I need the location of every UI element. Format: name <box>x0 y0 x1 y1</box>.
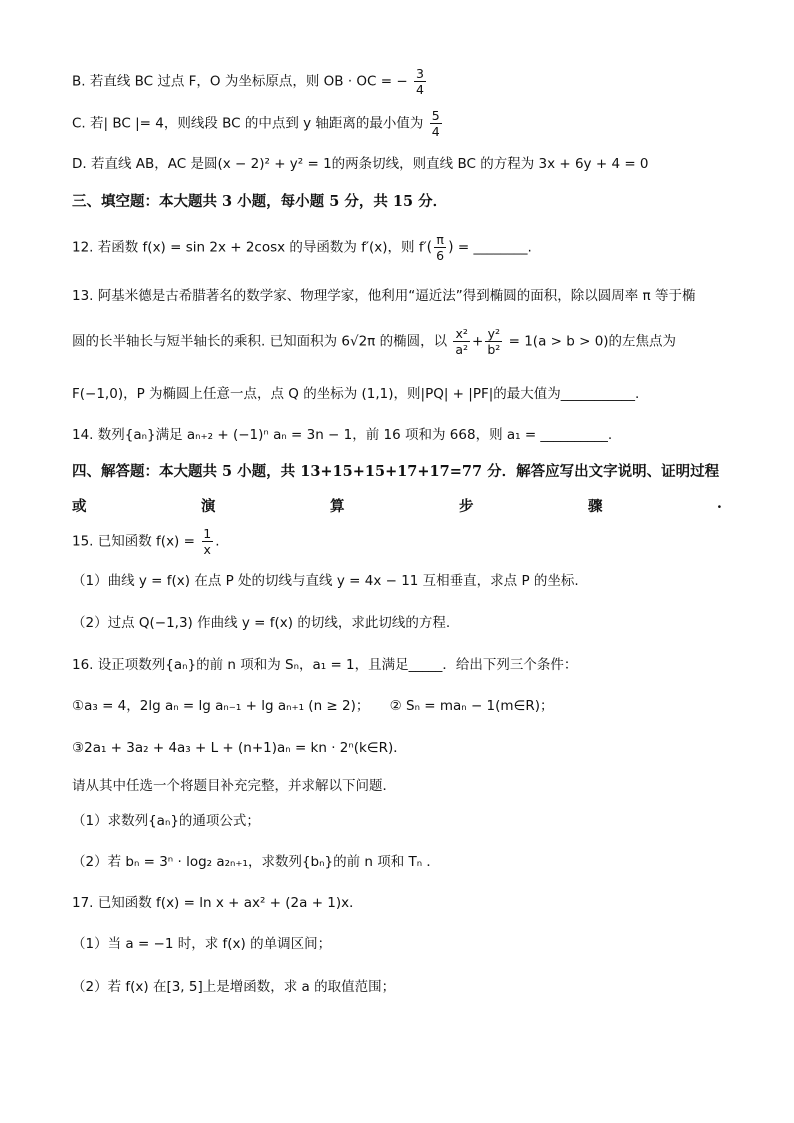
fraction-one-over-x: $\frac{1}{x}$ <box>203 526 212 557</box>
section-4-heading-line-2: 或 演 算 步 骤 . <box>72 495 722 515</box>
question-17-stem: 17. 已知函数 f(x) = ln x + ax² + (2a + 1)x． <box>72 895 363 911</box>
fraction-pi-over-6: $\frac{\pi}{6}$ <box>436 232 445 263</box>
question-16-condition-3: ③2a₁ + 3a₂ + 4a₃ + L + (n+1)aₙ = kn · 2ⁿ(k∈R)． <box>72 740 407 756</box>
question-15-part-1: （1）曲线 y = f(x) 在点 P 处的切线与直线 y = 4x − 11 互相垂直，求点 P 的坐标. <box>72 573 579 589</box>
question-16-part-2: （2）若 bₙ = 3ⁿ · log₂ a₂ₙ₊₁，求数列{bₙ}的前 n 项和 Tₙ ． <box>72 854 440 870</box>
option-d: D. 若直线 AB，AC 是圆(x − 2)² + y² = 1的两条切线，则直线 BC 的方程为 3x + 6y + 4 = 0 <box>72 156 649 172</box>
question-13-line-1: 13. 阿基米德是古希腊著名的数学家、物理学家，他利用“逼近法”得到椭圆的面积，除以圆周率 π 等于椭 <box>72 288 696 304</box>
question-12: 12. 若函数 f(x) = sin 2x + 2cosx 的导函数为 f′(x)，则 f′( $\frac{\pi}{6}$ ) = ________. <box>72 232 532 263</box>
question-15-stem: 15. 已知函数 f(x) = $\frac{1}{x}$ . <box>72 526 220 557</box>
fraction-five-quarters: $\frac{5}{4}$ <box>431 108 440 139</box>
fraction-x2-a2: $\frac{\text{x²}}{\text{a²}}$ <box>455 326 469 357</box>
question-15-part-2: （2）过点 Q(−1,3) 作曲线 y = f(x) 的切线，求此切线的方程. <box>72 615 451 631</box>
question-16-part-1: （1）求数列{aₙ}的通项公式； <box>72 813 260 829</box>
fraction-three-quarters: $\frac{3}{4}$ <box>415 66 424 97</box>
question-14: 14. 数列{aₙ}满足 aₙ₊₂ + (−1)ⁿ aₙ = 3n − 1，前 16 项和为 668，则 a₁ = __________. <box>72 427 613 443</box>
question-13-line-2: 圆的长半轴长与短半轴长的乘积. 已知面积为 6√2π 的椭圆，以 $\frac{\text{x²}}{\text{a²}}$ + $\frac{\text{y²}}{\text{b²}}$ = 1(a > b > 0)的左焦点为 <box>72 326 677 357</box>
question-17-part-1: （1）当 a = −1 时，求 f(x) 的单调区间； <box>72 936 332 952</box>
question-16-conditions-1-2: ①a₃ = 4，2lg aₙ = lg aₙ₋₁ + lg aₙ₊₁ (n ≥ 2)； ② Sₙ = maₙ − 1(m∈R)； <box>72 698 554 714</box>
question-17-part-2: （2）若 f(x) 在[3, 5]上是增函数，求 a 的取值范围； <box>72 979 396 995</box>
option-c <box>72 108 444 139</box>
section-4-heading-line-1: 四、解答题：本大题共 5 小题，共 13+15+15+17+17=77 分．解答应写出文字说明、证明过程 <box>72 463 720 480</box>
option-b-text: B. 若直线 BC 过点 F，O 为坐标原点，则 OB · OC = − <box>72 73 408 90</box>
question-16-stem: 16. 设正项数列{aₙ}的前 n 项和为 Sₙ，a₁ = 1，且满足_____．给出下列三个条件： <box>72 657 578 673</box>
option-c-text: C. 若| BC |= 4，则线段 BC 的中点到 y 轴距离的最小值为 <box>72 115 424 132</box>
section-3-heading: 三、填空题：本大题共 3 小题，每小题 5 分，共 15 分． <box>72 193 448 210</box>
fraction-y2-b2: $\frac{\text{y²}}{\text{b²}}$ <box>487 326 501 357</box>
option-b <box>72 66 428 97</box>
question-13-line-3: F(−1,0)，P 为椭圆上任意一点，点 Q 的坐标为 (1,1)，则|PQ| + |PF|的最大值为___________. <box>72 386 640 402</box>
question-16-instruction: 请从其中任选一个将题目补充完整，并求解以下问题． <box>72 778 396 794</box>
